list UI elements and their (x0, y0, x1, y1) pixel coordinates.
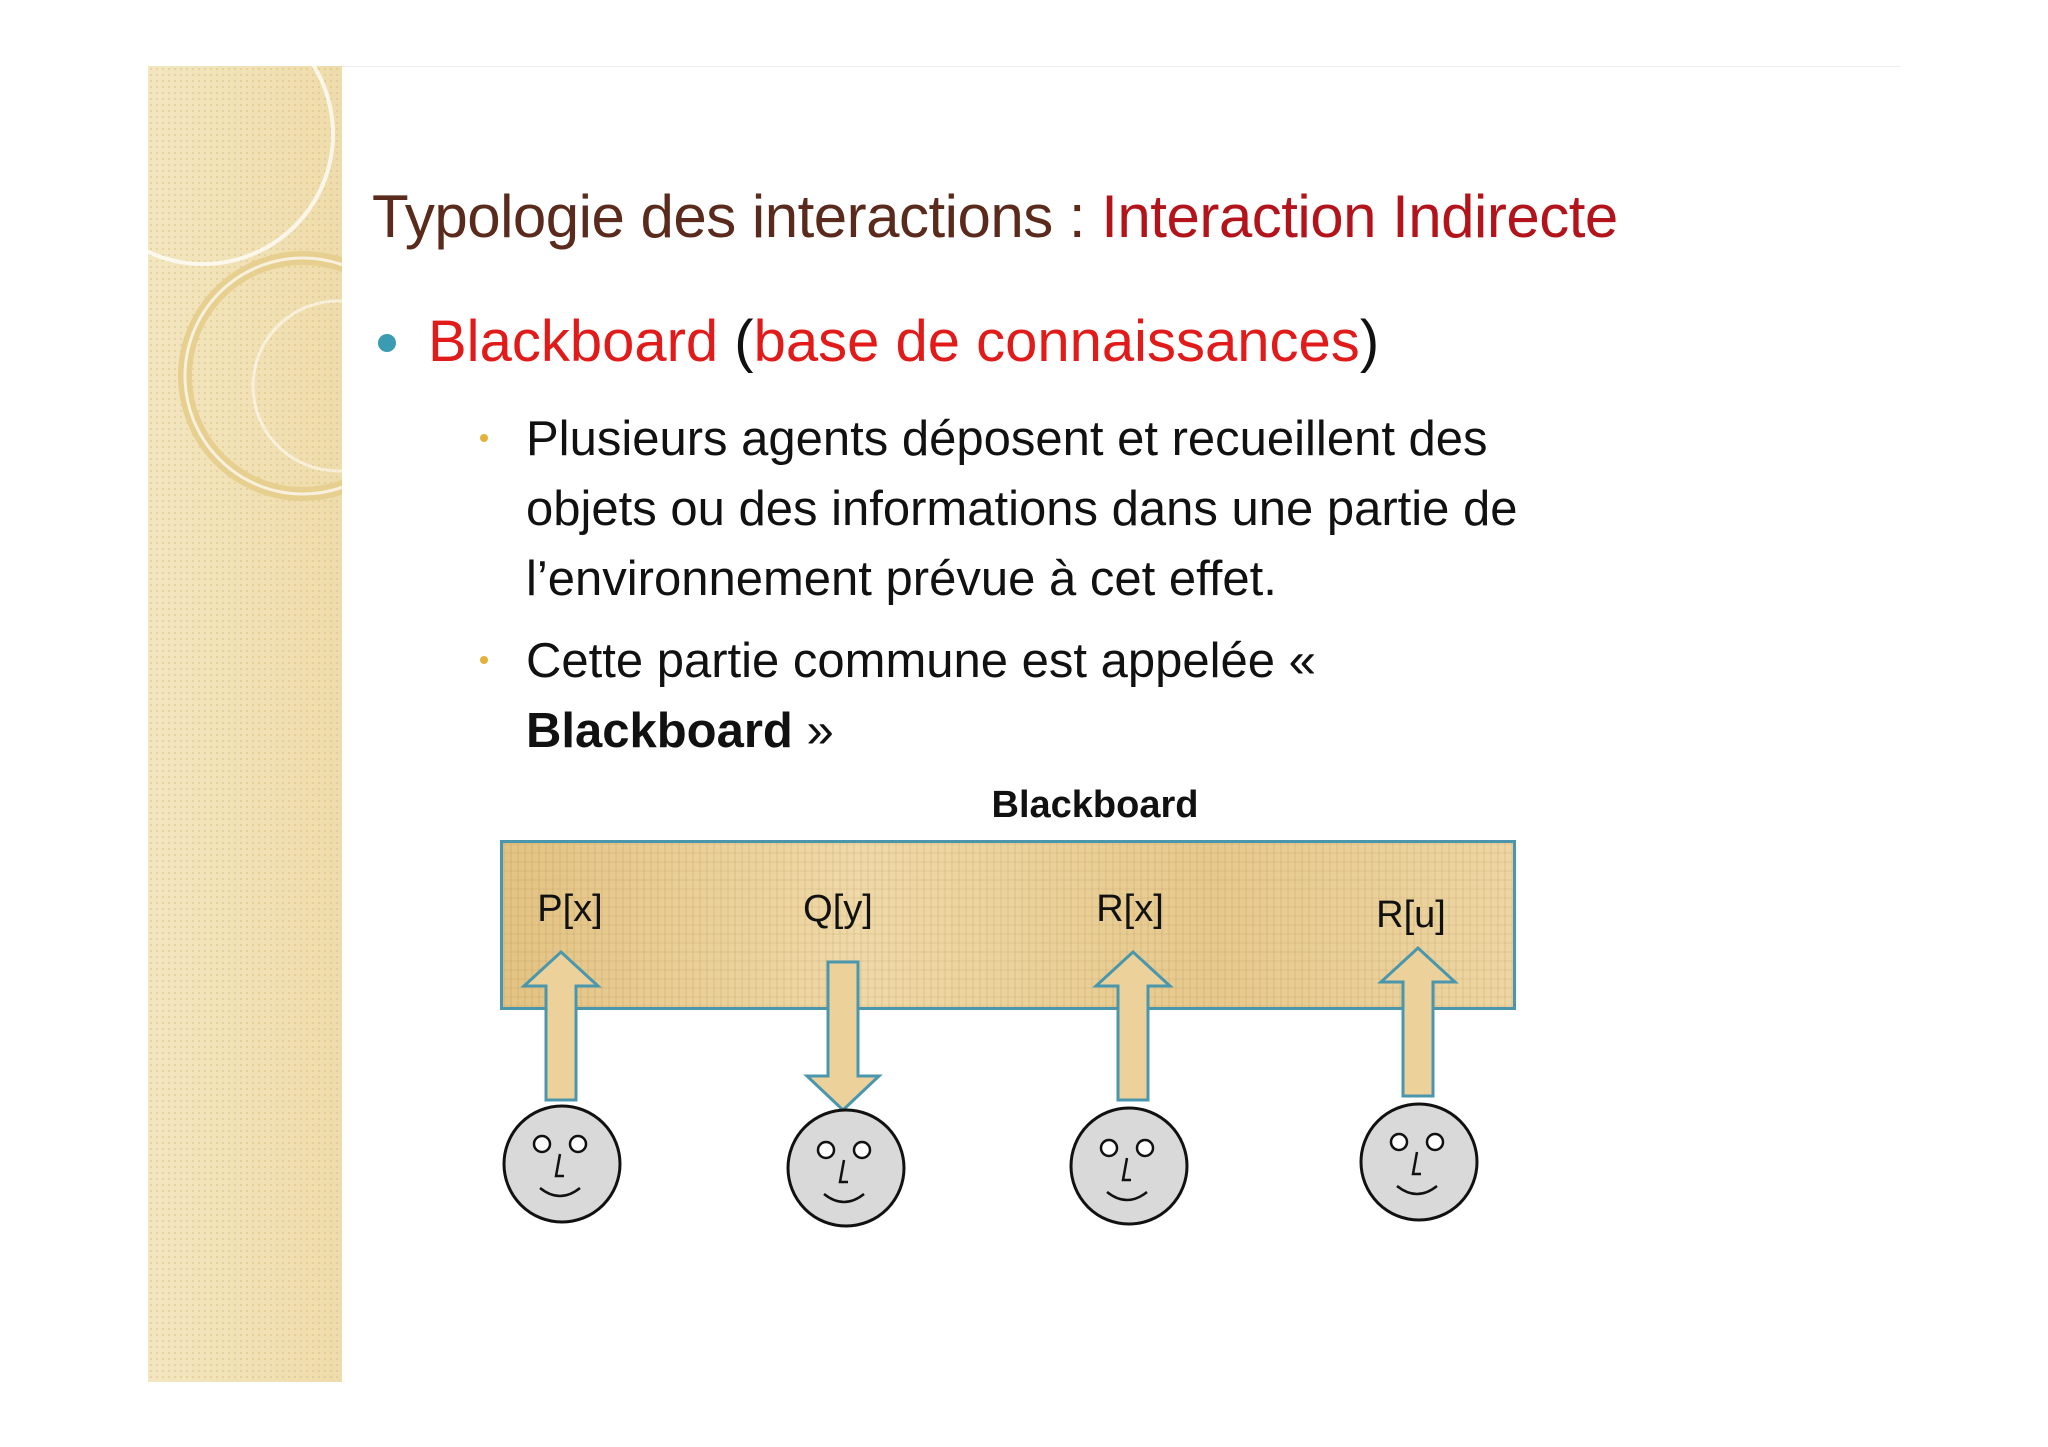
slot-label-1: P[x] (537, 888, 603, 930)
text-line: objets ou des informations dans une partie de (526, 482, 1518, 536)
slot-label-2: Q[y] (803, 888, 873, 930)
arrow-up-icon (1381, 948, 1455, 1096)
agent-face-icon (788, 1110, 904, 1226)
bold-term: Blackboard (526, 704, 793, 758)
text-line: Cette partie commune est appelée « (526, 634, 1316, 688)
term-blackboard: Blackboard (428, 309, 719, 374)
slot-label-3: R[x] (1096, 888, 1164, 930)
open-paren: ( (718, 309, 754, 374)
close-paren: ) (1359, 309, 1380, 374)
text-line: l’environnement prévue à cet effet. (526, 552, 1277, 606)
agent-face-icon (1071, 1108, 1187, 1224)
arrow-up-icon (524, 952, 598, 1100)
agent-face-icon (1361, 1104, 1477, 1220)
blackboard-diagram-title: Blackboard (991, 784, 1199, 826)
agent-face-icon (504, 1106, 620, 1222)
text-line: Plusieurs agents déposent et recueillent des (526, 412, 1488, 466)
term-gloss: base de connaissances (753, 309, 1360, 374)
closing-guillemet: » (792, 704, 834, 758)
arrow-up-icon (1096, 952, 1170, 1100)
slot-label-4: R[u] (1376, 894, 1446, 936)
arrow-down-icon (807, 962, 879, 1110)
title-accent: Interaction Indirecte (1101, 183, 1618, 250)
title-prefix: Typologie des interactions : (372, 183, 1102, 250)
